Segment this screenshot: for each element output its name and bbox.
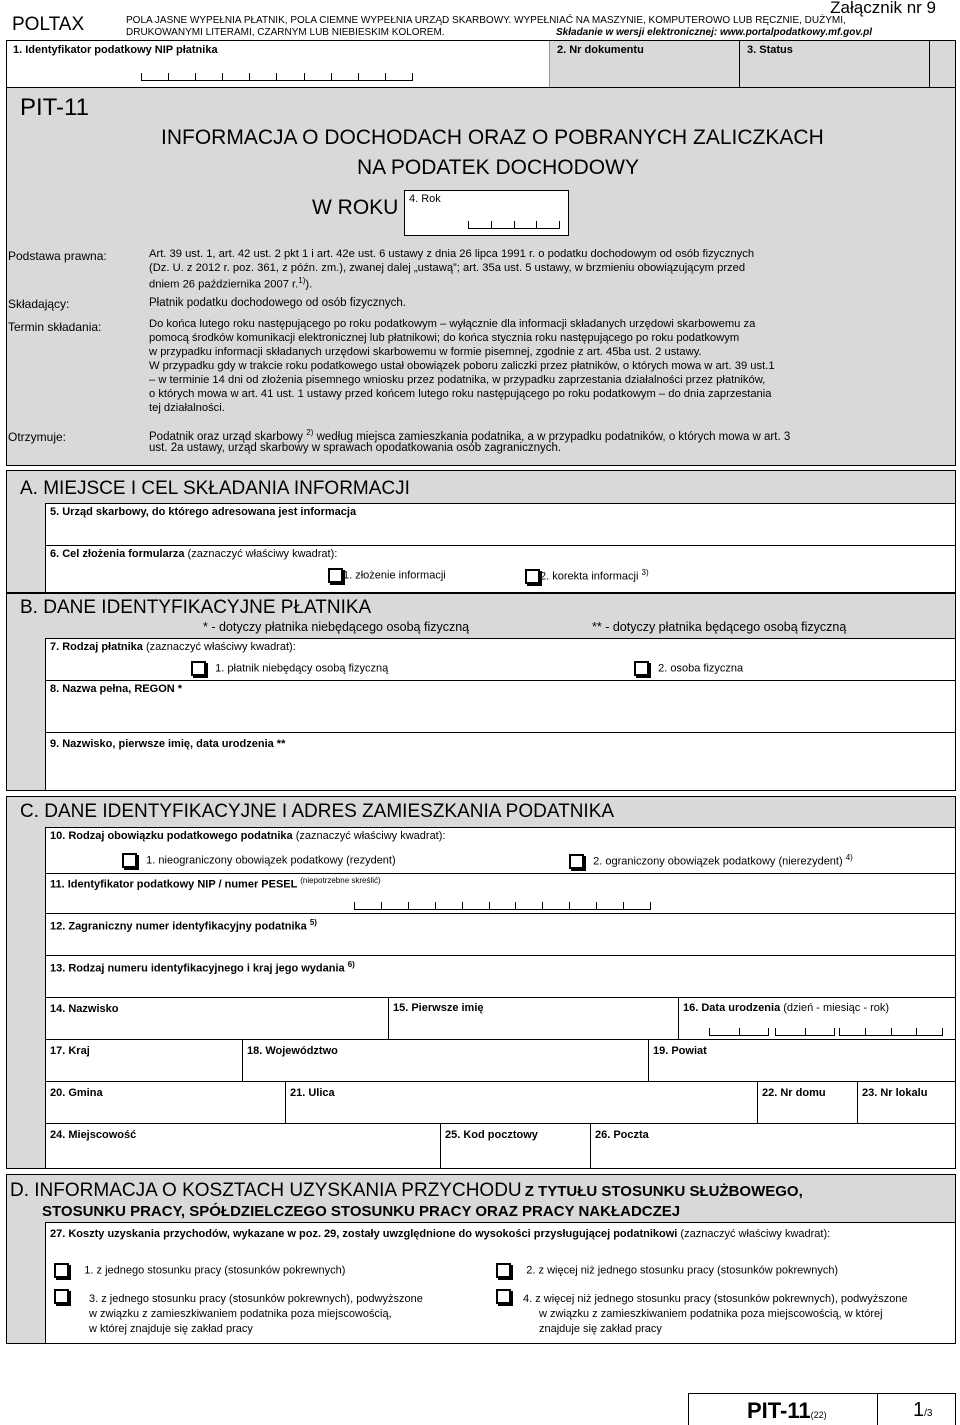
- country-field[interactable]: [45, 1039, 242, 1081]
- street-label: 21. Ulica: [290, 1087, 335, 1099]
- legal-basis-text1: Art. 39 ust. 1, art. 42 ust. 2 pkt 1 i art. 42e ust. 6 ustawy z dnia 26 lipca 1991 r. o podatku dochodowym od osób fizycznych: [149, 248, 755, 260]
- purpose-field: [45, 545, 955, 592]
- submitter-text: Płatnik podatku dochodowego od osób fizycznych.: [149, 297, 406, 309]
- first-name-label: 15. Pierwsze imię: [393, 1002, 484, 1014]
- payer-type-option-1[interactable]: [191, 661, 388, 676]
- id-type-country-label-main: 13. Rodzaj numeru identyfikacyjnego i kraj jego wydania: [50, 962, 345, 975]
- payer-type-option-2-label: 2. osoba fizyczna: [658, 662, 744, 675]
- recipient-text1: [149, 428, 790, 443]
- year-label: 4. Rok: [409, 193, 441, 205]
- cost-option-3-line3: w której znajduje się zakład pracy: [89, 1323, 253, 1335]
- cost-option-3-line1: 3. z jednego stosunku pracy (stosunków pokrewnych), podwyższone: [89, 1293, 423, 1305]
- cost-option-4-line3: znajduje się zakład pracy: [539, 1323, 662, 1335]
- cost-option-3-line2: w związku z zamieszkiwaniem podatnika poza miejscowością,: [89, 1308, 392, 1320]
- recipient-text2: ust. 2a ustawy, urząd skarbowy w sprawach opodatkowania osób zagranicznych.: [149, 442, 562, 454]
- cost-option-4-label: [523, 1292, 908, 1337]
- brand: POLTAX: [12, 14, 85, 35]
- deadline-text5: – w terminie 14 dni od złożenia pisemnego wniosku przez podatnika, w przypadku zaprzestania działalności przez płatników,: [149, 374, 766, 386]
- recipient-text1a: Podatnik oraz urząd skarbowy: [149, 430, 304, 443]
- foreign-id-field[interactable]: [45, 913, 955, 955]
- purpose-label-hint: (zaznaczyć właściwy kwadrat):: [187, 548, 338, 560]
- birth-date-label-bold: 16. Data urodzenia: [683, 1002, 781, 1014]
- footer-page: 1: [913, 1399, 925, 1421]
- footer-box: [688, 1393, 956, 1425]
- payer-type-option-1-label: 1. płatnik niebędący osobą fizyczną: [215, 662, 389, 675]
- cost-basis-label-hint: (zaznaczyć właściwy kwadrat):: [680, 1228, 831, 1240]
- checkbox-icon[interactable]: [122, 853, 137, 868]
- footer-version: (22): [810, 1410, 827, 1420]
- recipient-label: Otrzymuje:: [8, 430, 67, 444]
- note-natural-person: ** - dotyczy płatnika będącego osobą fizyczną: [592, 620, 847, 634]
- commune-field[interactable]: [45, 1081, 285, 1123]
- apartment-number-field[interactable]: [857, 1081, 955, 1123]
- in-year-label: W ROKU: [312, 196, 399, 219]
- submitter-label: Składający:: [8, 297, 70, 311]
- section-a-title: A. MIEJSCE I CEL SKŁADANIA INFORMACJI: [20, 478, 410, 499]
- birth-date-label: [683, 1002, 889, 1014]
- section-c-title: C. DANE IDENTYFIKACYJNE I ADRES ZAMIESZKANIA PODATNIKA: [20, 801, 615, 822]
- checkbox-icon[interactable]: [328, 568, 343, 583]
- cost-option-1-label: 1. z jednego stosunku pracy (stosunków pokrewnych): [84, 1264, 346, 1277]
- county-field[interactable]: [648, 1039, 955, 1081]
- footer-form-code: [747, 1398, 827, 1424]
- section-b-title: B. DANE IDENTYFIKACYJNE PŁATNIKA: [20, 597, 372, 618]
- purpose-option-2-label: 2. korekta informacji: [540, 570, 639, 583]
- payer-type-label: [50, 641, 296, 653]
- section-d-title-sub1: Z TYTUŁU STOSUNKU SŁUŻBOWEGO,: [524, 1183, 803, 1200]
- cost-basis-label-bold: 27. Koszty uzyskania przychodów, wykazane w poz. 29, zostały uwzględnione do wysokości przysługującej podatnikowi: [50, 1228, 678, 1240]
- deadline-text7: tej działalności.: [149, 402, 225, 414]
- payer-type-field: [45, 638, 955, 680]
- deadline-text6: o których mowa w art. 41 ust. 1 ustawy przed końcem lutego roku następującego po roku podatkowym – do dnia zaprzestania: [149, 388, 772, 400]
- post-office-field[interactable]: [590, 1123, 955, 1168]
- house-number-field[interactable]: [757, 1081, 857, 1123]
- birth-date-label-hint: (dzień - miesiąc - rok): [783, 1002, 890, 1014]
- footer-page-number: [913, 1399, 932, 1422]
- checkbox-icon[interactable]: [525, 569, 540, 584]
- tax-obligation-field: [45, 827, 955, 873]
- footer-code: PIT-11: [747, 1398, 811, 1423]
- nip-label: 1. Identyfikator podatkowy NIP płatnika: [13, 44, 218, 56]
- cost-option-1[interactable]: [54, 1263, 345, 1278]
- checkbox-icon[interactable]: [496, 1289, 511, 1304]
- post-office-label: 26. Poczta: [595, 1129, 649, 1141]
- note-non-natural-person: * - dotyczy płatnika niebędącego osobą fizyczną: [203, 620, 470, 634]
- deadline-text4: W przypadku gdy w trakcie roku podatkowego ustał obowiązek poboru zaliczki przez płatników, o których mowa w art. 39 ust.1: [149, 360, 775, 372]
- legal-basis-text2: (Dz. U. z 2012 r. poz. 361, z późn. zm.), zwanej dalej „ustawą”; art. 35a ust. 5 ustawy, w brzmieniu obowiązującym przed: [149, 262, 746, 274]
- deadline-text3: w przypadku informacji składanych urzędowi skarbowemu w formie pisemnej, zgodnie z art. 45ba ust. 2 ustawy.: [149, 346, 702, 358]
- street-field[interactable]: [285, 1081, 757, 1123]
- footnote-ref-4: 4): [845, 853, 853, 862]
- tax-obligation-label: [50, 830, 445, 842]
- cost-option-2-label: 2. z więcej niż jednego stosunku pracy (stosunków pokrewnych): [526, 1264, 839, 1277]
- section-d-title-main: D. INFORMACJA O KOSZTACH UZYSKANIA PRZYCHODU: [10, 1180, 522, 1201]
- birth-month-ticks: [775, 1028, 835, 1036]
- surname-name-birthdate-label: 9. Nazwisko, pierwsze imię, data urodzenia **: [50, 738, 286, 750]
- postal-code-field[interactable]: [440, 1123, 590, 1168]
- id-type-country-field[interactable]: [45, 955, 955, 997]
- payer-type-label-bold: 7. Rodzaj płatnika: [50, 641, 143, 653]
- deadline-label: Termin składania:: [8, 320, 102, 334]
- nip-pesel-label-main: 11. Identyfikator podatkowy NIP / numer PESEL: [50, 878, 298, 891]
- city-field[interactable]: [45, 1123, 440, 1168]
- voivodeship-field[interactable]: [242, 1039, 648, 1081]
- form-title-line1: INFORMACJA O DOCHODACH ORAZ O POBRANYCH ZALICZKACH: [161, 126, 824, 149]
- birth-year-ticks: [839, 1028, 943, 1036]
- first-name-field[interactable]: [388, 997, 678, 1039]
- checkbox-icon[interactable]: [569, 854, 584, 869]
- foreign-id-label: [50, 918, 317, 933]
- purpose-option-1-label: 1. złożenie informacji: [343, 569, 446, 582]
- cost-option-4-line1: 4. z więcej niż jednego stosunku pracy (stosunków pokrewnych), podwyższone: [523, 1293, 908, 1305]
- city-label: 24. Miejscowość: [50, 1129, 137, 1141]
- doc-number-field: [550, 41, 740, 87]
- checkbox-icon[interactable]: [54, 1263, 69, 1278]
- checkbox-icon[interactable]: [496, 1263, 511, 1278]
- commune-label: 20. Gmina: [50, 1087, 103, 1099]
- fill-instructions-line2: DRUKOWANYMI LITERAMI, CZARNYM LUB NIEBIESKIM KOLOREM.: [126, 27, 445, 38]
- payer-type-label-hint: (zaznaczyć właściwy kwadrat):: [145, 641, 296, 653]
- payer-type-option-2[interactable]: [634, 661, 743, 676]
- full-name-regon-field[interactable]: [45, 680, 955, 732]
- full-name-regon-label: 8. Nazwa pełna, REGON *: [50, 683, 183, 695]
- surname-label: 14. Nazwisko: [50, 1003, 119, 1015]
- status-field: [740, 41, 930, 87]
- checkbox-icon[interactable]: [54, 1289, 69, 1304]
- nip-pesel-field[interactable]: [45, 873, 955, 913]
- county-label: 19. Powiat: [653, 1045, 707, 1057]
- form-code: PIT-11: [20, 94, 89, 121]
- purpose-option-1[interactable]: [328, 568, 446, 583]
- electronic-submission-note: Składanie w wersji elektronicznej: www.portalpodatkowy.mf.gov.pl: [556, 27, 872, 38]
- checkbox-icon[interactable]: [634, 661, 649, 676]
- tax-obligation-option-1-label: 1. nieograniczony obowiązek podatkowy (rezydent): [146, 854, 396, 867]
- year-field[interactable]: [404, 190, 569, 236]
- postal-code-label: 25. Kod pocztowy: [445, 1129, 538, 1141]
- surname-name-birthdate-field[interactable]: [45, 732, 955, 790]
- cost-option-3-label: [89, 1292, 423, 1337]
- surname-field[interactable]: [45, 997, 388, 1039]
- cost-basis-label: [50, 1228, 830, 1240]
- apartment-number-label: 23. Nr lokalu: [862, 1087, 928, 1099]
- country-label: 17. Kraj: [50, 1045, 90, 1057]
- tax-obligation-label-hint: (zaznaczyć właściwy kwadrat):: [295, 830, 446, 842]
- nip-pesel-note: (niepotrzebne skreślić): [300, 876, 381, 885]
- footnote-ref-3: 3): [641, 568, 649, 577]
- doc-number-label: 2. Nr dokumentu: [557, 44, 644, 56]
- foreign-id-label-main: 12. Zagraniczny numer identyfikacyjny podatnika: [50, 920, 307, 933]
- legal-basis-text3: [149, 276, 312, 291]
- footer-page-divider: [877, 1394, 878, 1425]
- purpose-label-bold: 6. Cel złożenia formularza: [50, 548, 185, 560]
- tax-obligation-option-1[interactable]: [122, 853, 396, 868]
- tax-obligation-option-2[interactable]: [569, 853, 853, 869]
- nip-pesel-input-ticks: [354, 902, 651, 910]
- deadline-text1: Do końca lutego roku następującego po roku podatkowym – wyłącznie dla informacji składanych urzędowi skarbowemu za: [149, 318, 756, 330]
- recipient-text1b: według miejsca zamieszkania podatnika, a w przypadku podatników, o których mowa w art. 3: [316, 430, 791, 443]
- status-label: 3. Status: [747, 44, 793, 56]
- footnote-ref-2: 2): [306, 428, 314, 437]
- nip-field[interactable]: [7, 41, 550, 87]
- footnote-ref-6: 6): [347, 960, 355, 969]
- birth-day-ticks: [709, 1028, 769, 1036]
- year-input-ticks: [468, 221, 560, 229]
- cost-option-4-line2: w związku z zamieszkiwaniem podatnika poza miejscowością, w której: [539, 1308, 883, 1320]
- fill-instructions-line1: POLA JASNE WYPEŁNIA PŁATNIK, POLA CIEMNE WYPEŁNIA URZĄD SKARBOWY. WYPEŁNIAĆ NA MASZYNIE, KOMPUTEROWO LUB RĘCZNIE, DUŻYMI,: [126, 15, 846, 26]
- checkbox-icon[interactable]: [191, 661, 206, 676]
- legal-basis-period: ).: [305, 278, 313, 291]
- voivodeship-label: 18. Województwo: [247, 1045, 338, 1057]
- tax-obligation-option-2-label: 2. ograniczony obowiązek podatkowy (nierezydent): [593, 855, 843, 868]
- footnote-ref-1: 1): [298, 276, 306, 285]
- footer-pages: /3: [924, 1408, 933, 1419]
- nip-input-ticks: [141, 73, 413, 81]
- footnote-ref-5: 5): [309, 918, 317, 927]
- cost-basis-field: [45, 1222, 955, 1343]
- legal-basis-label: Podstawa prawna:: [8, 249, 107, 263]
- purpose-option-2[interactable]: [525, 568, 649, 584]
- birth-date-field[interactable]: [678, 997, 955, 1039]
- tax-obligation-label-bold: 10. Rodzaj obowiązku podatkowego podatnika: [50, 830, 293, 842]
- nip-pesel-label: [50, 876, 381, 891]
- header-divider: [6, 87, 956, 88]
- id-type-country-label: [50, 960, 355, 975]
- cost-option-4[interactable]: [496, 1289, 511, 1304]
- house-number-label: 22. Nr domu: [762, 1087, 826, 1099]
- section-d-title-line1: [10, 1180, 803, 1202]
- cost-option-2[interactable]: [496, 1263, 838, 1278]
- legal-basis-text3-main: dniem 26 października 2007 r.: [149, 278, 299, 291]
- form-title-line2: NA PODATEK DOCHODOWY: [357, 156, 639, 179]
- purpose-label: [50, 548, 337, 560]
- tax-office-field[interactable]: [45, 503, 955, 545]
- cost-option-3[interactable]: [54, 1289, 69, 1304]
- tax-office-label: 5. Urząd skarbowy, do którego adresowana jest informacja: [50, 506, 357, 518]
- section-d-title-line2: STOSUNKU PRACY, SPÓŁDZIELCZEGO STOSUNKU PRACY ORAZ PRACY NAKŁADCZEJ: [42, 1203, 681, 1220]
- deadline-text2: pomocą środków komunikacji elektronicznej lub płatnikowi; do końca stycznia roku następującego po roku podatkowym: [149, 332, 740, 344]
- annex-label: Załącznik nr 9: [830, 0, 936, 17]
